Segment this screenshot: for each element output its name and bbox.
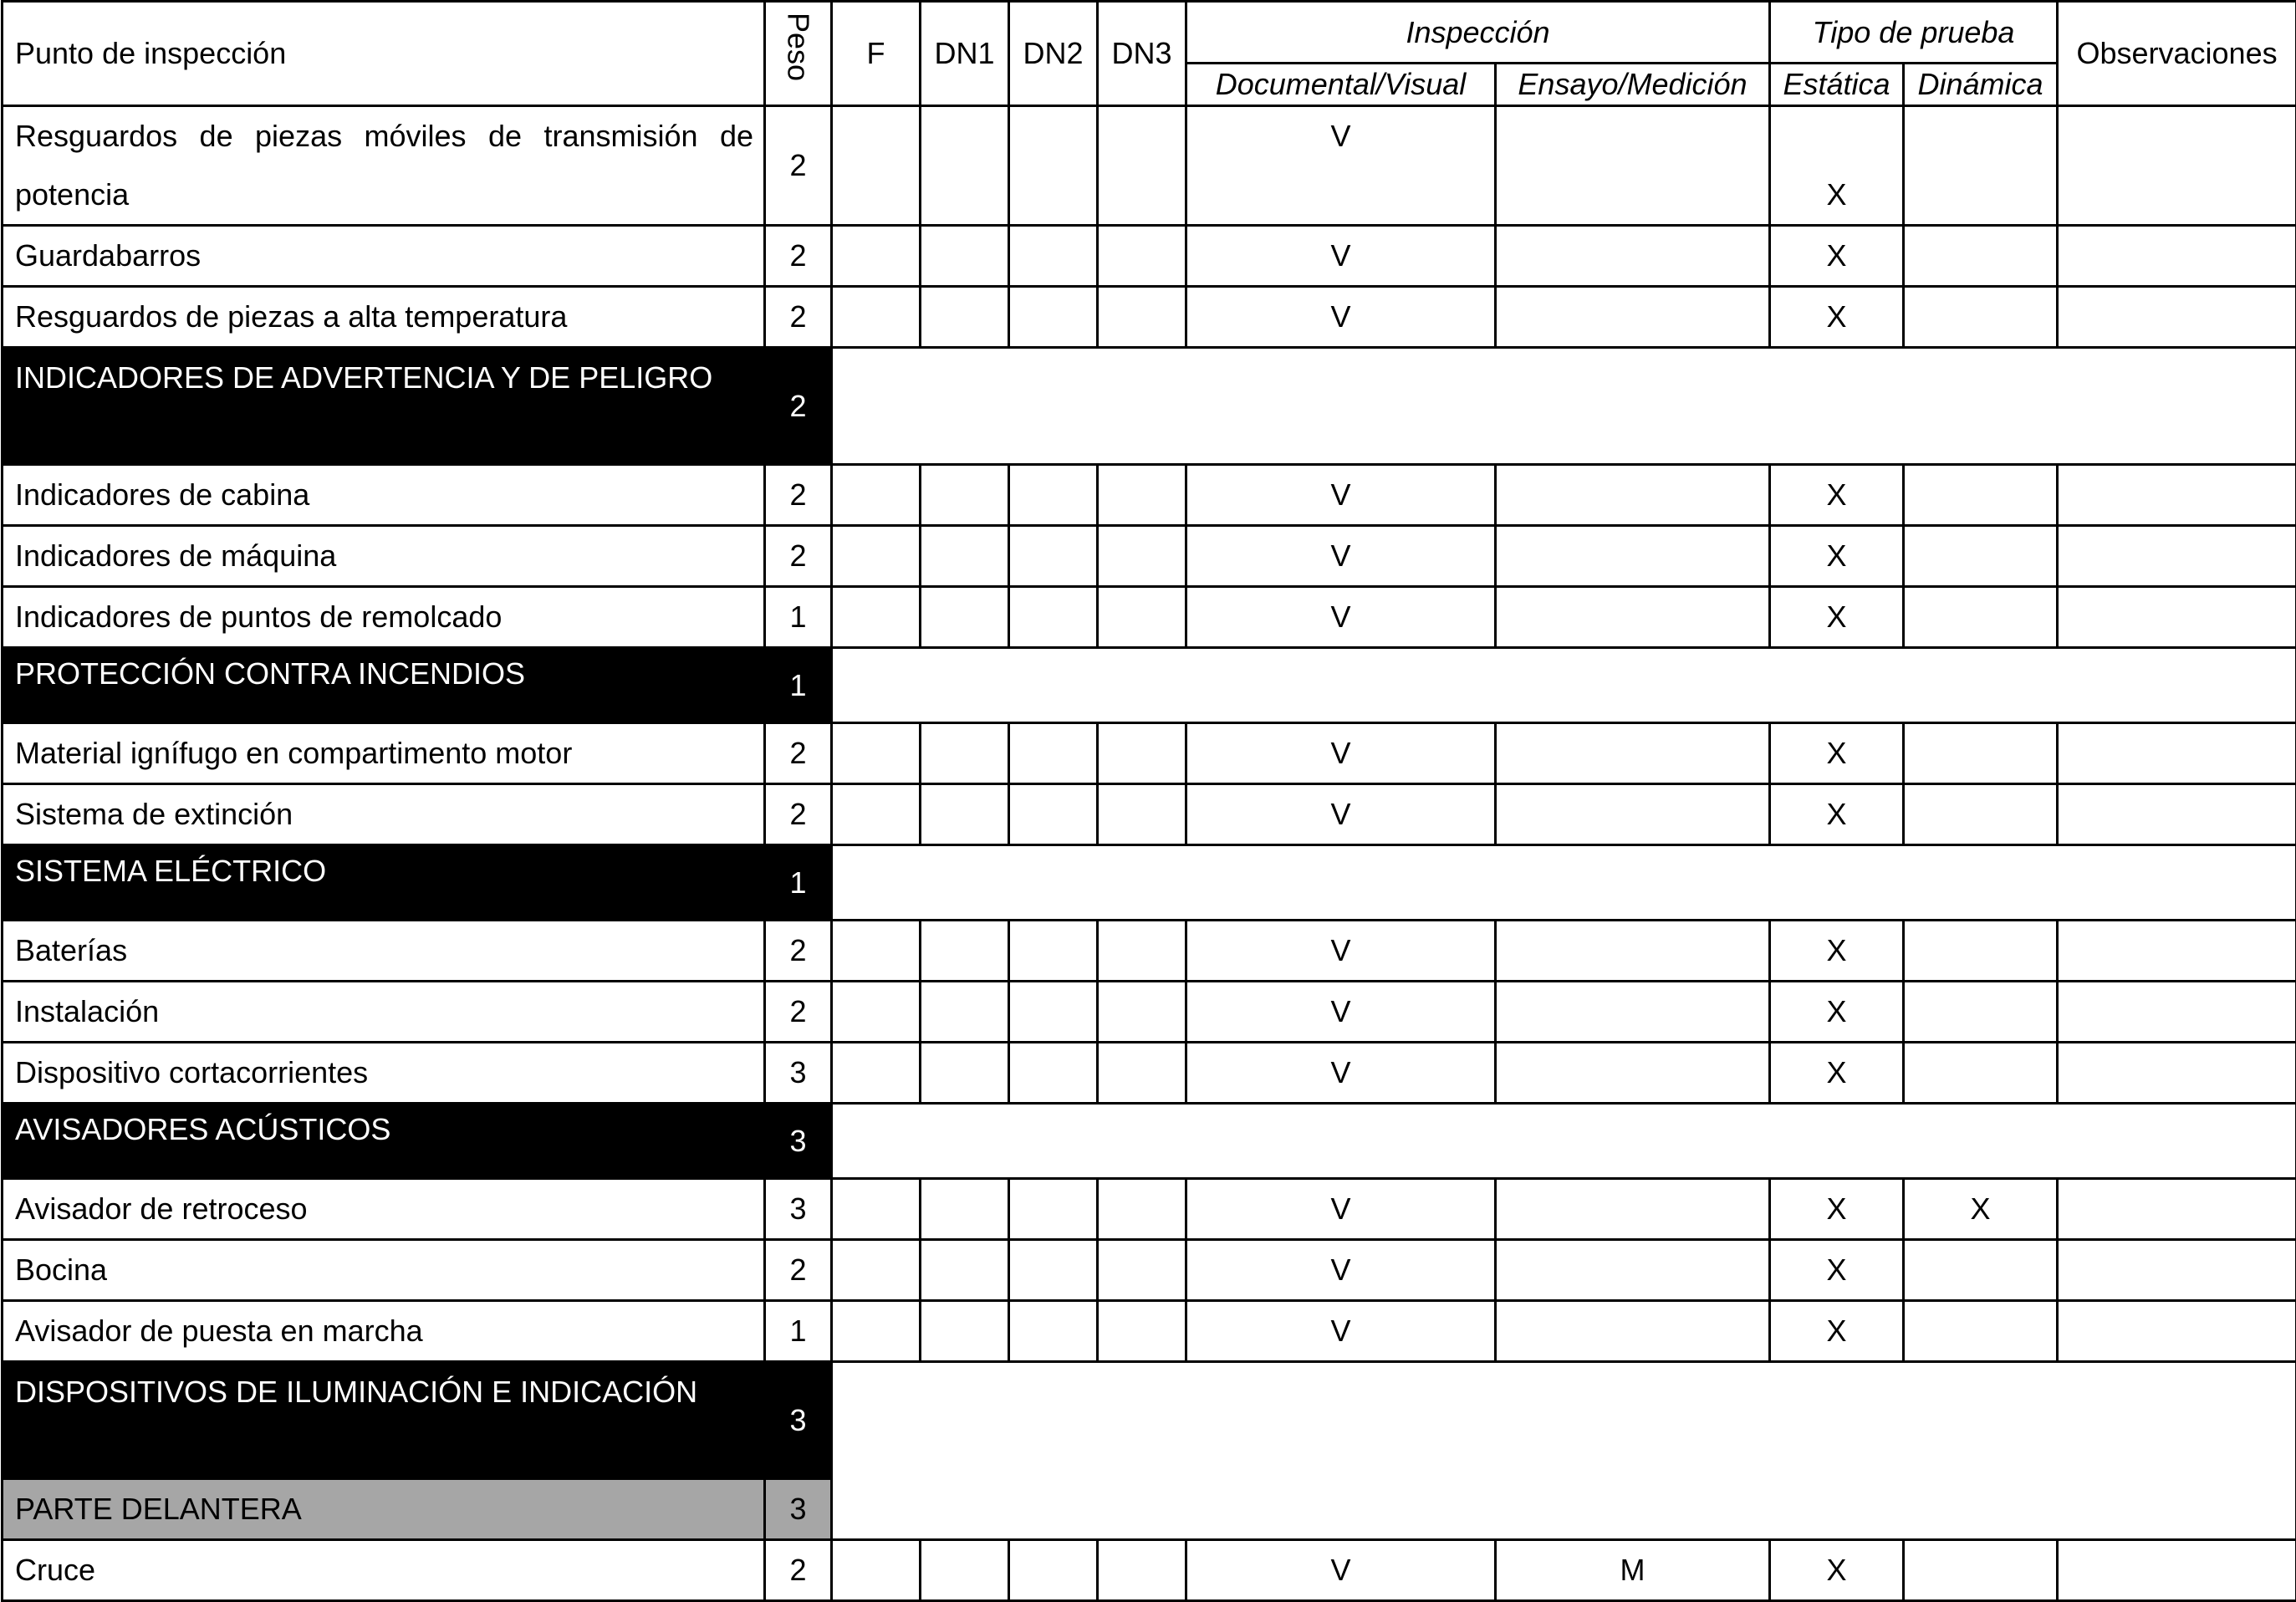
cell-dn3 xyxy=(1098,723,1186,784)
cell-observaciones xyxy=(2058,1301,2296,1362)
cell-observaciones xyxy=(2058,921,2296,982)
row-peso: 2 xyxy=(765,226,832,287)
cell-f xyxy=(832,921,921,982)
cell-documental: V xyxy=(1186,226,1496,287)
cell-dn1 xyxy=(921,1043,1009,1104)
header-documental-visual: Documental/Visual xyxy=(1186,64,1496,106)
row-label: Resguardos de piezas a alta temperatura xyxy=(3,287,765,348)
cell-ensayo xyxy=(1496,784,1770,845)
cell-dn3 xyxy=(1098,1179,1186,1240)
section-label: INDICADORES DE ADVERTENCIA Y DE PELIGRO xyxy=(3,348,765,465)
cell-observaciones xyxy=(2058,226,2296,287)
cell-dn3 xyxy=(1098,287,1186,348)
row-label: Resguardos de piezas móviles de transmisión de potencia xyxy=(3,106,765,226)
row-label: Avisador de retroceso xyxy=(3,1179,765,1240)
cell-ensayo xyxy=(1496,1043,1770,1104)
cell-documental: V xyxy=(1186,106,1496,226)
header-dn2: DN2 xyxy=(1009,2,1098,106)
row-peso: 2 xyxy=(765,1240,832,1301)
cell-dn1 xyxy=(921,287,1009,348)
cell-observaciones xyxy=(2058,1540,2296,1601)
cell-dn2 xyxy=(1009,526,1098,587)
table-row xyxy=(3,1179,2296,1240)
table-row xyxy=(3,921,2296,982)
row-peso: 2 xyxy=(765,1540,832,1601)
cell-ensayo xyxy=(1496,287,1770,348)
cell-f xyxy=(832,1179,921,1240)
cell-ensayo xyxy=(1496,465,1770,526)
cell-dinamica xyxy=(1904,982,2058,1043)
row-label: Avisador de puesta en marcha xyxy=(3,1301,765,1362)
section-label: AVISADORES ACÚSTICOS xyxy=(3,1104,765,1179)
cell-documental: V xyxy=(1186,587,1496,648)
cell-dinamica xyxy=(1904,921,2058,982)
cell-dn2 xyxy=(1009,1301,1098,1362)
row-peso: 1 xyxy=(765,587,832,648)
cell-estatica: X xyxy=(1770,106,1904,226)
row-peso: 2 xyxy=(765,784,832,845)
cell-estatica: X xyxy=(1770,465,1904,526)
section-row xyxy=(3,1104,2296,1179)
cell-documental: V xyxy=(1186,1540,1496,1601)
header-f: F xyxy=(832,2,921,106)
cell-f xyxy=(832,106,921,226)
section-label: PROTECCIÓN CONTRA INCENDIOS xyxy=(3,648,765,723)
row-peso: 2 xyxy=(765,723,832,784)
header-peso: Peso xyxy=(765,2,832,106)
cell-dn3 xyxy=(1098,1540,1186,1601)
table-row xyxy=(3,526,2296,587)
cell-estatica: X xyxy=(1770,1240,1904,1301)
cell-dn3 xyxy=(1098,106,1186,226)
cell-f xyxy=(832,784,921,845)
cell-f xyxy=(832,1240,921,1301)
header-dn1: DN1 xyxy=(921,2,1009,106)
cell-observaciones xyxy=(2058,287,2296,348)
cell-ensayo xyxy=(1496,921,1770,982)
cell-dinamica xyxy=(1904,106,2058,226)
cell-ensayo xyxy=(1496,226,1770,287)
cell-dn2 xyxy=(1009,723,1098,784)
section-filler xyxy=(832,1362,2296,1540)
cell-dn2 xyxy=(1009,1179,1098,1240)
cell-f xyxy=(832,526,921,587)
table-row xyxy=(3,1301,2296,1362)
row-label: Bocina xyxy=(3,1240,765,1301)
cell-dn1 xyxy=(921,784,1009,845)
cell-documental: V xyxy=(1186,1301,1496,1362)
table-row xyxy=(3,465,2296,526)
cell-ensayo xyxy=(1496,587,1770,648)
cell-estatica: X xyxy=(1770,723,1904,784)
cell-dn3 xyxy=(1098,1043,1186,1104)
cell-dn3 xyxy=(1098,1240,1186,1301)
cell-ensayo xyxy=(1496,723,1770,784)
cell-observaciones xyxy=(2058,106,2296,226)
cell-dn3 xyxy=(1098,1301,1186,1362)
section-peso: 1 xyxy=(765,845,832,921)
cell-dn1 xyxy=(921,106,1009,226)
cell-f xyxy=(832,1043,921,1104)
table-row xyxy=(3,587,2296,648)
table-row xyxy=(3,106,2296,226)
table-row xyxy=(3,1043,2296,1104)
row-label: Guardabarros xyxy=(3,226,765,287)
cell-ensayo xyxy=(1496,982,1770,1043)
row-peso: 2 xyxy=(765,982,832,1043)
section-filler xyxy=(832,845,2296,921)
header-ensayo-medicion: Ensayo/Medición xyxy=(1496,64,1770,106)
cell-dn1 xyxy=(921,723,1009,784)
row-peso: 2 xyxy=(765,921,832,982)
cell-f xyxy=(832,1301,921,1362)
row-peso: 2 xyxy=(765,465,832,526)
section-filler xyxy=(832,1104,2296,1179)
cell-f xyxy=(832,465,921,526)
cell-documental: V xyxy=(1186,982,1496,1043)
cell-estatica: X xyxy=(1770,784,1904,845)
row-label: Sistema de extinción xyxy=(3,784,765,845)
table-row xyxy=(3,287,2296,348)
cell-ensayo: M xyxy=(1496,1540,1770,1601)
row-peso: 2 xyxy=(765,526,832,587)
row-label: Cruce xyxy=(3,1540,765,1601)
cell-dinamica xyxy=(1904,784,2058,845)
row-peso: 3 xyxy=(765,1179,832,1240)
cell-dinamica xyxy=(1904,465,2058,526)
cell-estatica: X xyxy=(1770,1540,1904,1601)
cell-ensayo xyxy=(1496,1301,1770,1362)
cell-documental: V xyxy=(1186,921,1496,982)
cell-documental: V xyxy=(1186,287,1496,348)
row-label: Indicadores de cabina xyxy=(3,465,765,526)
row-peso: 2 xyxy=(765,287,832,348)
table-row xyxy=(3,784,2296,845)
table-row xyxy=(3,982,2296,1043)
cell-dn2 xyxy=(1009,784,1098,845)
header-dn3: DN3 xyxy=(1098,2,1186,106)
section-row xyxy=(3,348,2296,465)
cell-observaciones xyxy=(2058,982,2296,1043)
cell-documental: V xyxy=(1186,723,1496,784)
cell-dn1 xyxy=(921,226,1009,287)
cell-dn2 xyxy=(1009,982,1098,1043)
row-label: Indicadores de máquina xyxy=(3,526,765,587)
section-peso: 2 xyxy=(765,348,832,465)
cell-dinamica xyxy=(1904,1301,2058,1362)
cell-dn1 xyxy=(921,1179,1009,1240)
cell-dn3 xyxy=(1098,465,1186,526)
cell-estatica: X xyxy=(1770,921,1904,982)
section-peso: 1 xyxy=(765,648,832,723)
table-row xyxy=(3,1240,2296,1301)
row-label: Indicadores de puntos de remolcado xyxy=(3,587,765,648)
cell-dn3 xyxy=(1098,526,1186,587)
subsection-label: PARTE DELANTERA xyxy=(3,1479,765,1540)
cell-ensayo xyxy=(1496,1179,1770,1240)
section-row xyxy=(3,1362,2296,1479)
header-dinamica: Dinámica xyxy=(1904,64,2058,106)
cell-observaciones xyxy=(2058,1240,2296,1301)
cell-observaciones xyxy=(2058,784,2296,845)
cell-dinamica xyxy=(1904,526,2058,587)
cell-dn1 xyxy=(921,1301,1009,1362)
cell-ensayo xyxy=(1496,526,1770,587)
cell-dn2 xyxy=(1009,1043,1098,1104)
cell-ensayo xyxy=(1496,1240,1770,1301)
cell-f xyxy=(832,226,921,287)
cell-documental: V xyxy=(1186,526,1496,587)
cell-observaciones xyxy=(2058,465,2296,526)
cell-dn3 xyxy=(1098,982,1186,1043)
cell-dn2 xyxy=(1009,921,1098,982)
cell-dn1 xyxy=(921,1540,1009,1601)
cell-dn3 xyxy=(1098,784,1186,845)
cell-documental: V xyxy=(1186,1179,1496,1240)
cell-dinamica: X xyxy=(1904,1179,2058,1240)
cell-estatica: X xyxy=(1770,526,1904,587)
table-row xyxy=(3,1540,2296,1601)
cell-documental: V xyxy=(1186,1043,1496,1104)
section-label: SISTEMA ELÉCTRICO xyxy=(3,845,765,921)
table-row xyxy=(3,226,2296,287)
subsection-peso: 3 xyxy=(765,1479,832,1540)
cell-f xyxy=(832,287,921,348)
cell-estatica: X xyxy=(1770,226,1904,287)
section-peso: 3 xyxy=(765,1362,832,1479)
cell-dn3 xyxy=(1098,587,1186,648)
cell-dinamica xyxy=(1904,723,2058,784)
row-peso: 1 xyxy=(765,1301,832,1362)
cell-observaciones xyxy=(2058,1043,2296,1104)
section-row xyxy=(3,845,2296,921)
section-filler xyxy=(832,648,2296,723)
section-peso: 3 xyxy=(765,1104,832,1179)
header-estatica: Estática xyxy=(1770,64,1904,106)
cell-dn2 xyxy=(1009,587,1098,648)
cell-dn1 xyxy=(921,526,1009,587)
header-punto: Punto de inspección xyxy=(3,2,765,106)
cell-f xyxy=(832,982,921,1043)
cell-dinamica xyxy=(1904,1240,2058,1301)
inspection-table xyxy=(1,0,2296,1602)
cell-estatica: X xyxy=(1770,982,1904,1043)
cell-dinamica xyxy=(1904,1043,2058,1104)
cell-dn3 xyxy=(1098,921,1186,982)
cell-observaciones xyxy=(2058,723,2296,784)
cell-dn2 xyxy=(1009,1540,1098,1601)
cell-dn3 xyxy=(1098,226,1186,287)
cell-dn2 xyxy=(1009,287,1098,348)
cell-observaciones xyxy=(2058,1179,2296,1240)
cell-estatica: X xyxy=(1770,587,1904,648)
header-tipo-prueba: Tipo de prueba xyxy=(1770,2,2058,64)
row-peso: 2 xyxy=(765,106,832,226)
cell-ensayo xyxy=(1496,106,1770,226)
cell-estatica: X xyxy=(1770,1043,1904,1104)
cell-dn1 xyxy=(921,587,1009,648)
cell-f xyxy=(832,587,921,648)
cell-documental: V xyxy=(1186,1240,1496,1301)
cell-f xyxy=(832,723,921,784)
cell-dn1 xyxy=(921,465,1009,526)
section-row xyxy=(3,648,2296,723)
row-label: Dispositivo cortacorrientes xyxy=(3,1043,765,1104)
cell-f xyxy=(832,1540,921,1601)
cell-dn1 xyxy=(921,1240,1009,1301)
table-row xyxy=(3,723,2296,784)
cell-estatica: X xyxy=(1770,1179,1904,1240)
cell-observaciones xyxy=(2058,587,2296,648)
cell-estatica: X xyxy=(1770,1301,1904,1362)
cell-dn2 xyxy=(1009,1240,1098,1301)
cell-dinamica xyxy=(1904,287,2058,348)
row-peso: 3 xyxy=(765,1043,832,1104)
cell-dn2 xyxy=(1009,465,1098,526)
cell-dinamica xyxy=(1904,226,2058,287)
cell-documental: V xyxy=(1186,784,1496,845)
cell-observaciones xyxy=(2058,526,2296,587)
cell-dn2 xyxy=(1009,226,1098,287)
section-filler xyxy=(832,348,2296,465)
section-label: DISPOSITIVOS DE ILUMINACIÓN E INDICACIÓN xyxy=(3,1362,765,1479)
cell-documental: V xyxy=(1186,465,1496,526)
cell-dinamica xyxy=(1904,1540,2058,1601)
row-label: Material ignífugo en compartimento motor xyxy=(3,723,765,784)
cell-dinamica xyxy=(1904,587,2058,648)
header-observaciones: Observaciones xyxy=(2058,2,2296,106)
row-label: Baterías xyxy=(3,921,765,982)
cell-dn1 xyxy=(921,982,1009,1043)
cell-estatica: X xyxy=(1770,287,1904,348)
cell-dn2 xyxy=(1009,106,1098,226)
row-label: Instalación xyxy=(3,982,765,1043)
header-inspeccion: Inspección xyxy=(1186,2,1770,64)
cell-dn1 xyxy=(921,921,1009,982)
